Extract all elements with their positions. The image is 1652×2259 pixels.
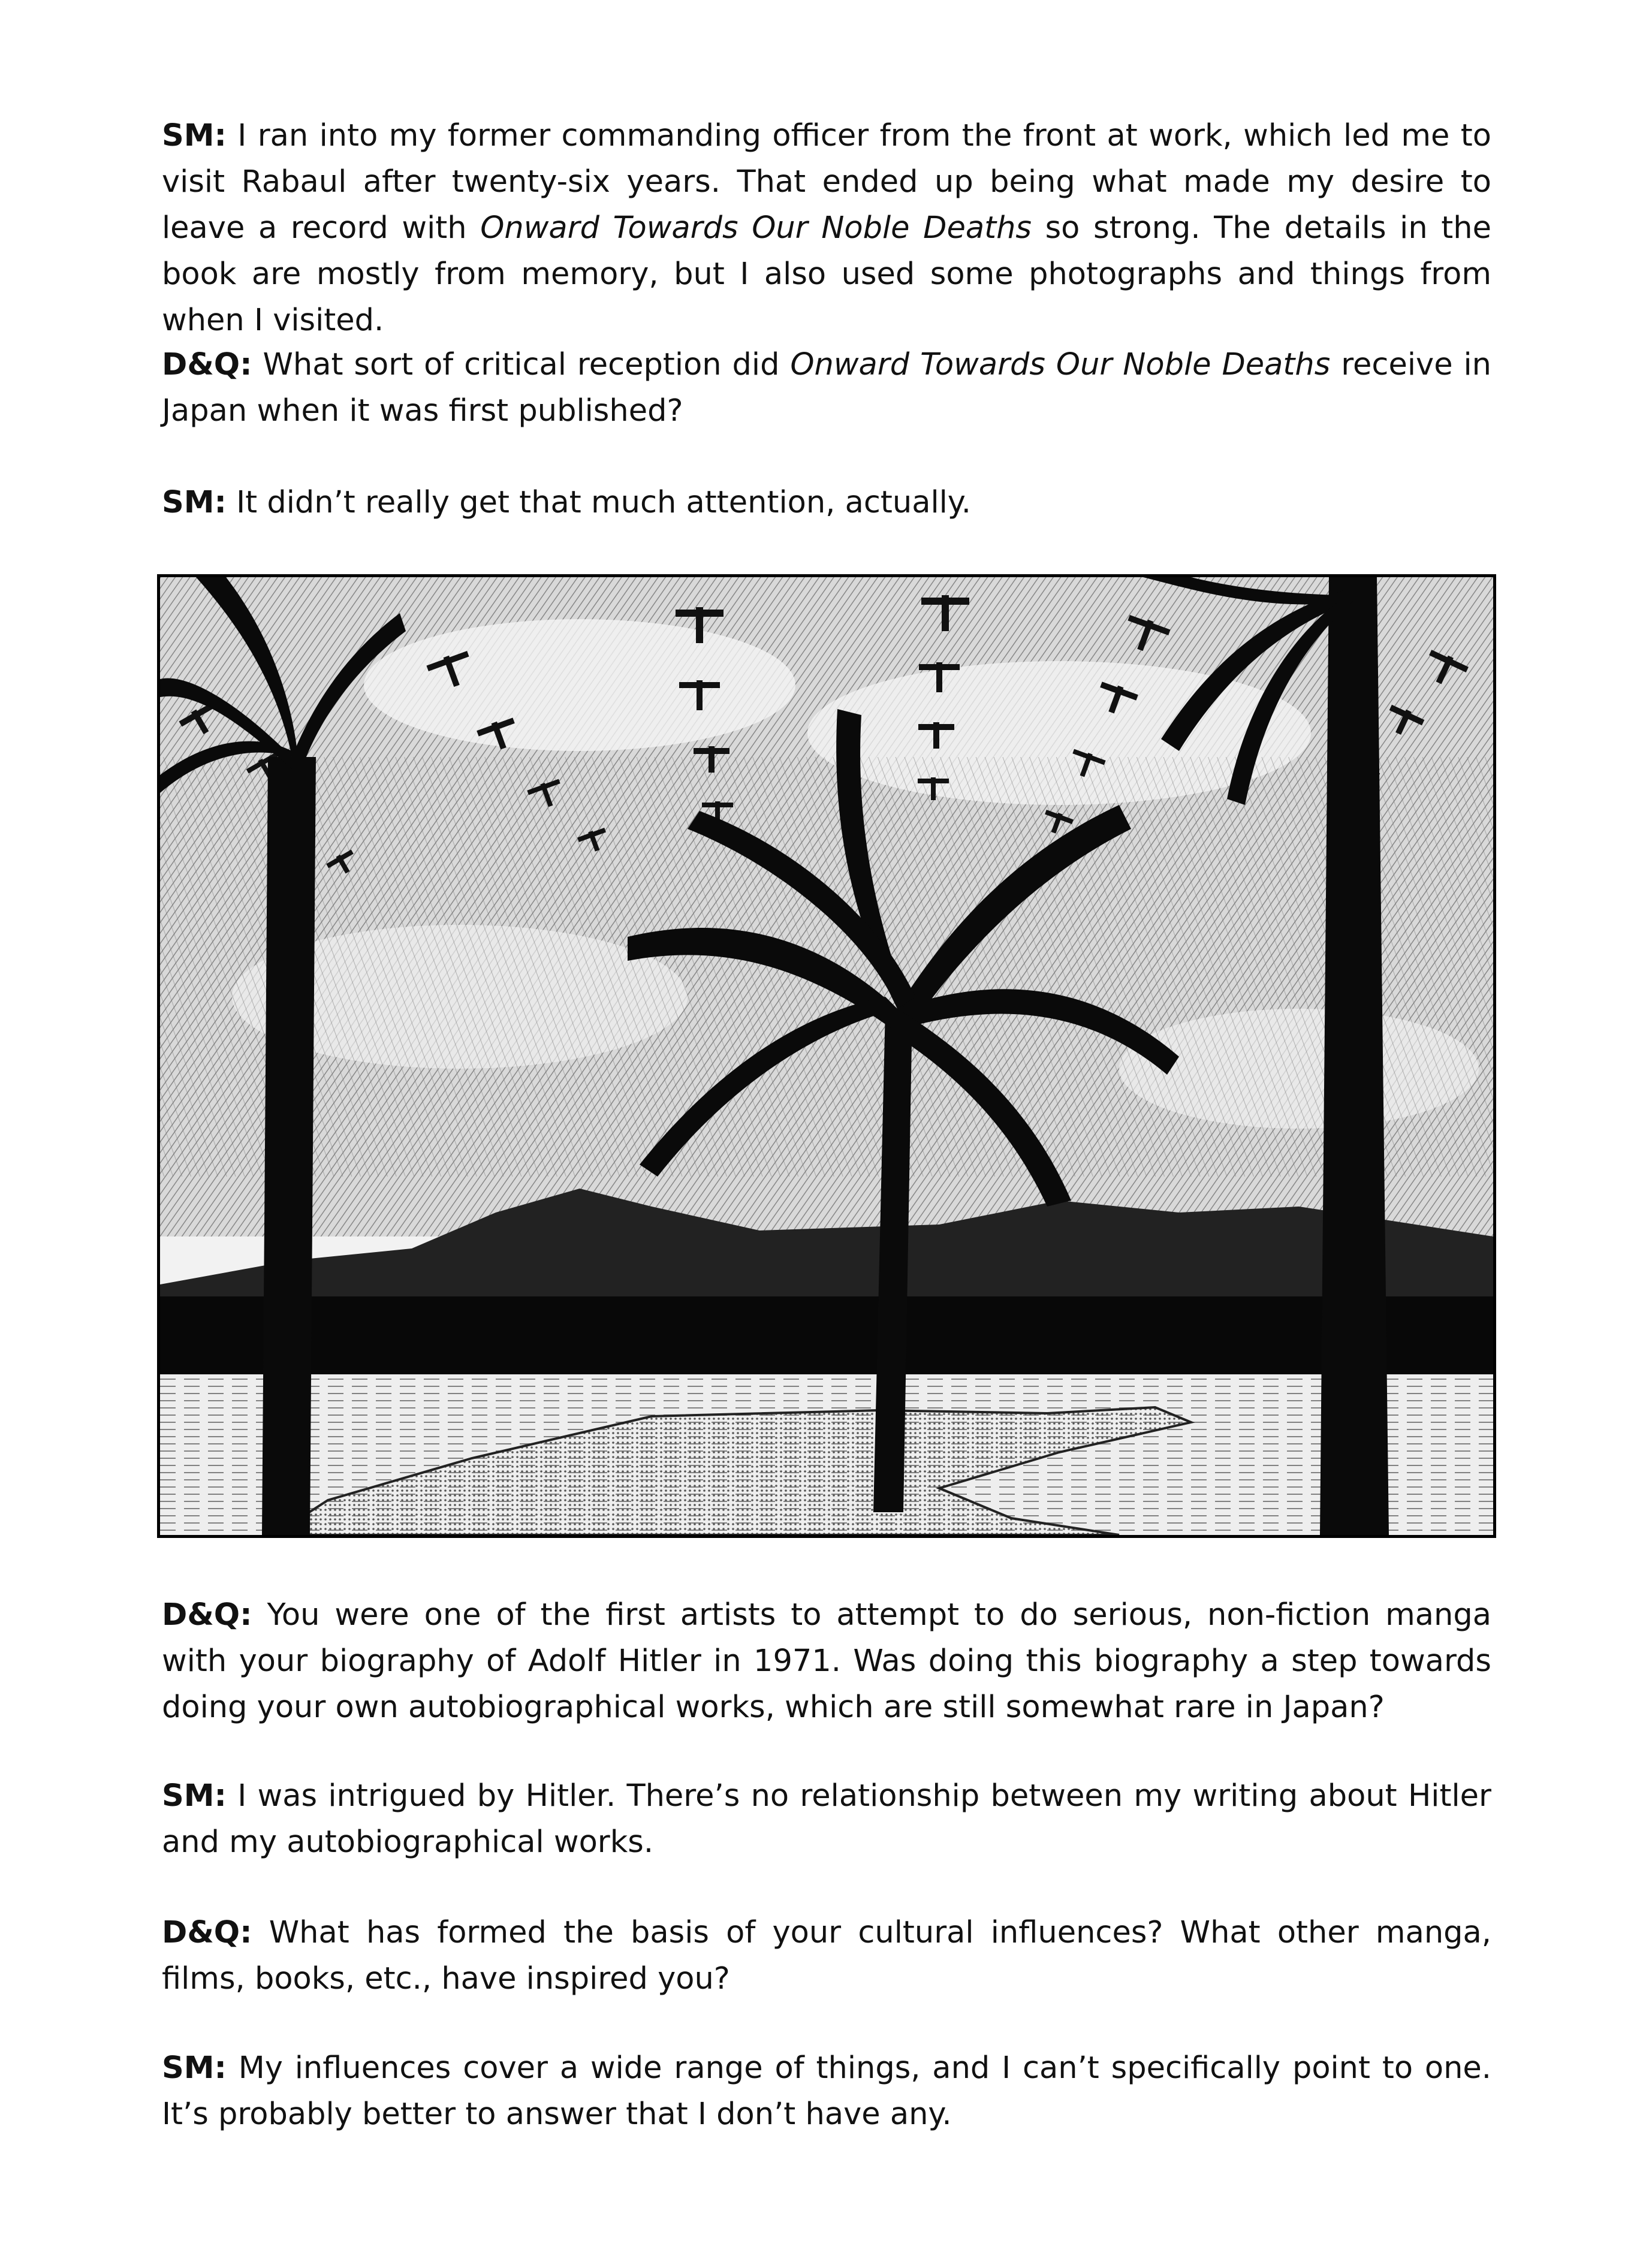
interview-paragraph-7 [162,2045,1491,2137]
interview-paragraph-6 [162,1910,1491,2002]
paragraph-text: receive in Japan when it was first published? [162,347,1491,429]
right-palm-trunk [1320,577,1389,1535]
interview-paragraph-1 [162,113,1491,343]
paragraph-text: I ran into my former commanding officer from the front at work, which led me to visit Rabaul after twenty-six years. That ended up being what made my desire to leave a record with [162,118,1491,246]
palm-trees-sunset-illustration [160,577,1493,1535]
paragraph-text: I was intrigued by Hitler. There’s no relationship between my writing about Hitler and my autobiographical works. [162,1778,1491,1860]
speaker-label: SM: [162,2050,227,2086]
manga-panel-illustration [157,574,1496,1538]
mountain-band [160,1296,1493,1374]
interview-paragraph-4 [162,1592,1491,1730]
paragraph-text: What sort of critical reception did [252,347,791,382]
speaker-label: D&Q: [162,1597,252,1633]
paragraph-text: You were one of the first artists to attempt to do serious, non-fiction manga with your biography of Adolf Hitler in 1971. Was doing this biography a step towards doing your own autobiographical works, which are still somewhat rare in Japan? [162,1597,1491,1725]
paragraph-text: It didn’t really get that much attention, actually. [226,485,971,520]
paragraph-text: What has formed the basis of your cultural influences? What other manga, films, books, etc., have inspired you? [162,1915,1491,1996]
speaker-label: SM: [162,485,227,520]
speaker-label: SM: [162,1778,227,1814]
speaker-label: D&Q: [162,1915,252,1950]
paragraph-text: so strong. The details in the book are mostly from memory, but I also used some photographs and things from when I visited. [162,210,1491,338]
interview-paragraph-5 [162,1773,1491,1865]
speaker-label: SM: [162,118,227,153]
interview-paragraph-3 [162,479,1491,526]
left-palm-trunk [262,757,316,1535]
cloud [364,619,795,751]
book-title: Onward Towards Our Noble Deaths [480,210,1032,246]
speaker-label: D&Q: [162,347,252,382]
paragraph-text: My influences cover a wide range of things, and I can’t specifically point to one. It’s probably better to answer that I don’t have any. [162,2050,1491,2132]
book-title: Onward Towards Our Noble Deaths [790,347,1331,382]
interview-paragraph-2 [162,342,1491,434]
